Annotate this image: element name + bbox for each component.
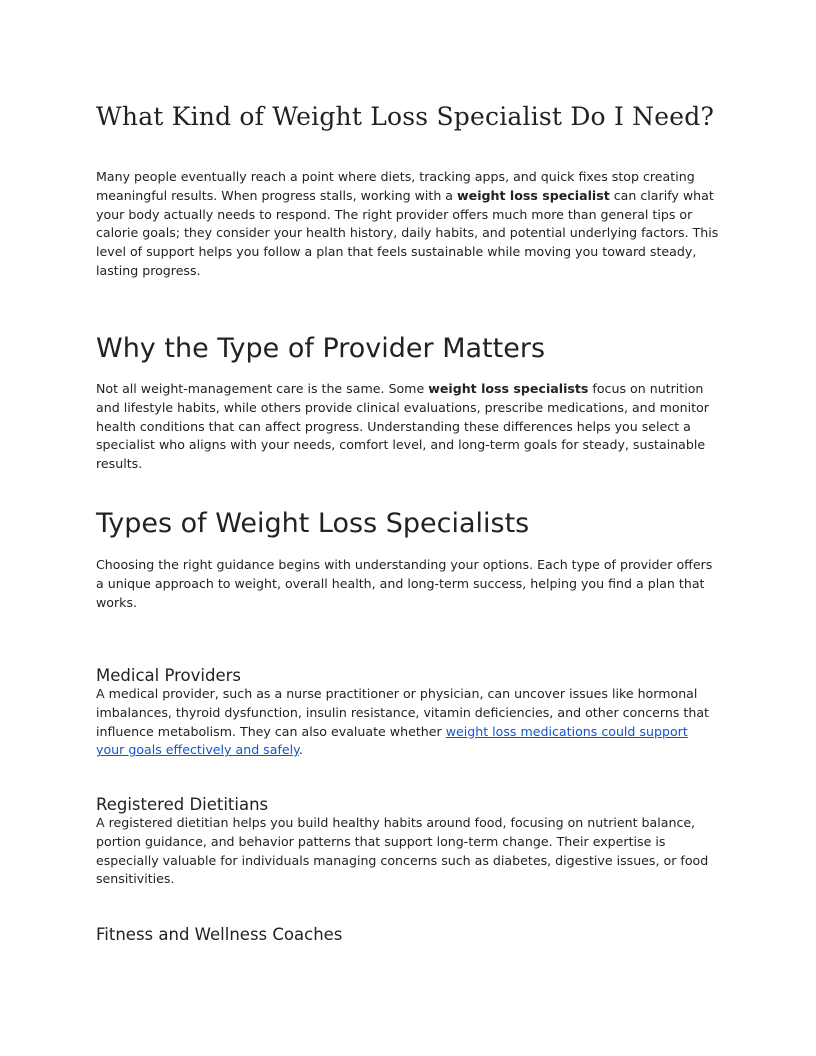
heading-types-of-specialists: Types of Weight Loss Specialists — [96, 508, 530, 539]
types-paragraph: Choosing the right guidance begins with understanding your options. Each type of provider offers a unique approach to weight, overall health, and long-term success, helping you find a plan that works. — [96, 557, 713, 610]
page-title: What Kind of Weight Loss Specialist Do I Need? — [96, 102, 715, 131]
heading-registered-dietitians: Registered Dietitians — [96, 795, 269, 814]
medical-text-end: . — [298, 742, 303, 758]
dietitians-paragraph: A registered dietitian helps you build healthy habits around food, focusing on nutrient balance, portion guidance, and behavior patterns that support long-term change. Their expertise is especially valuable for individuals managing concerns such as diabetes, digestive issues, or food sensitivities. — [96, 815, 709, 887]
why-text-end: focus on nutrition and lifestyle habits, while others provide clinical evaluations, prescribe medications, and monitor health conditions that can affect progress. Understanding these differences helps you select a specialist who aligns with your needs, comfort level, and long-term goals for steady, sustainable results. — [96, 381, 709, 472]
heading-medical-providers: Medical Providers — [96, 666, 241, 685]
heading-fitness-wellness-coaches: Fitness and Wellness Coaches — [96, 925, 343, 944]
why-bold-term: weight loss specialists — [428, 381, 589, 396]
medications-link[interactable]: weight loss medications could support your goals effectively and safely — [96, 723, 688, 758]
why-text-start: Not all weight-management care is the same. Some — [96, 381, 429, 396]
medical-text-start: A medical provider, such as a nurse practitioner or physician, can uncover issues like hormonal imbalances, thyroid dysfunction, insulin resistance, vitamin deficiencies, and other concerns that influence metabolism. They can also evaluate whether — [96, 686, 709, 739]
heading-why-provider-matters: Why the Type of Provider Matters — [96, 333, 546, 364]
why-paragraph — [96, 380, 720, 474]
medical-paragraph — [96, 685, 720, 760]
intro-text-start: Many people eventually reach a point where diets, tracking apps, and quick fixes stop creating meaningful results. When progress stalls, working with a — [96, 169, 695, 203]
intro-paragraph — [96, 168, 720, 281]
intro-bold-term: weight loss specialist — [457, 187, 610, 203]
intro-text-end: can clarify what your body actually needs to respond. The right provider offers much more than general tips or calorie goals; they consider your health history, daily habits, and potential underlying factors. This level of support helps you follow a plan that feels sustainable while moving you toward steady, lasting progress. — [96, 187, 719, 278]
